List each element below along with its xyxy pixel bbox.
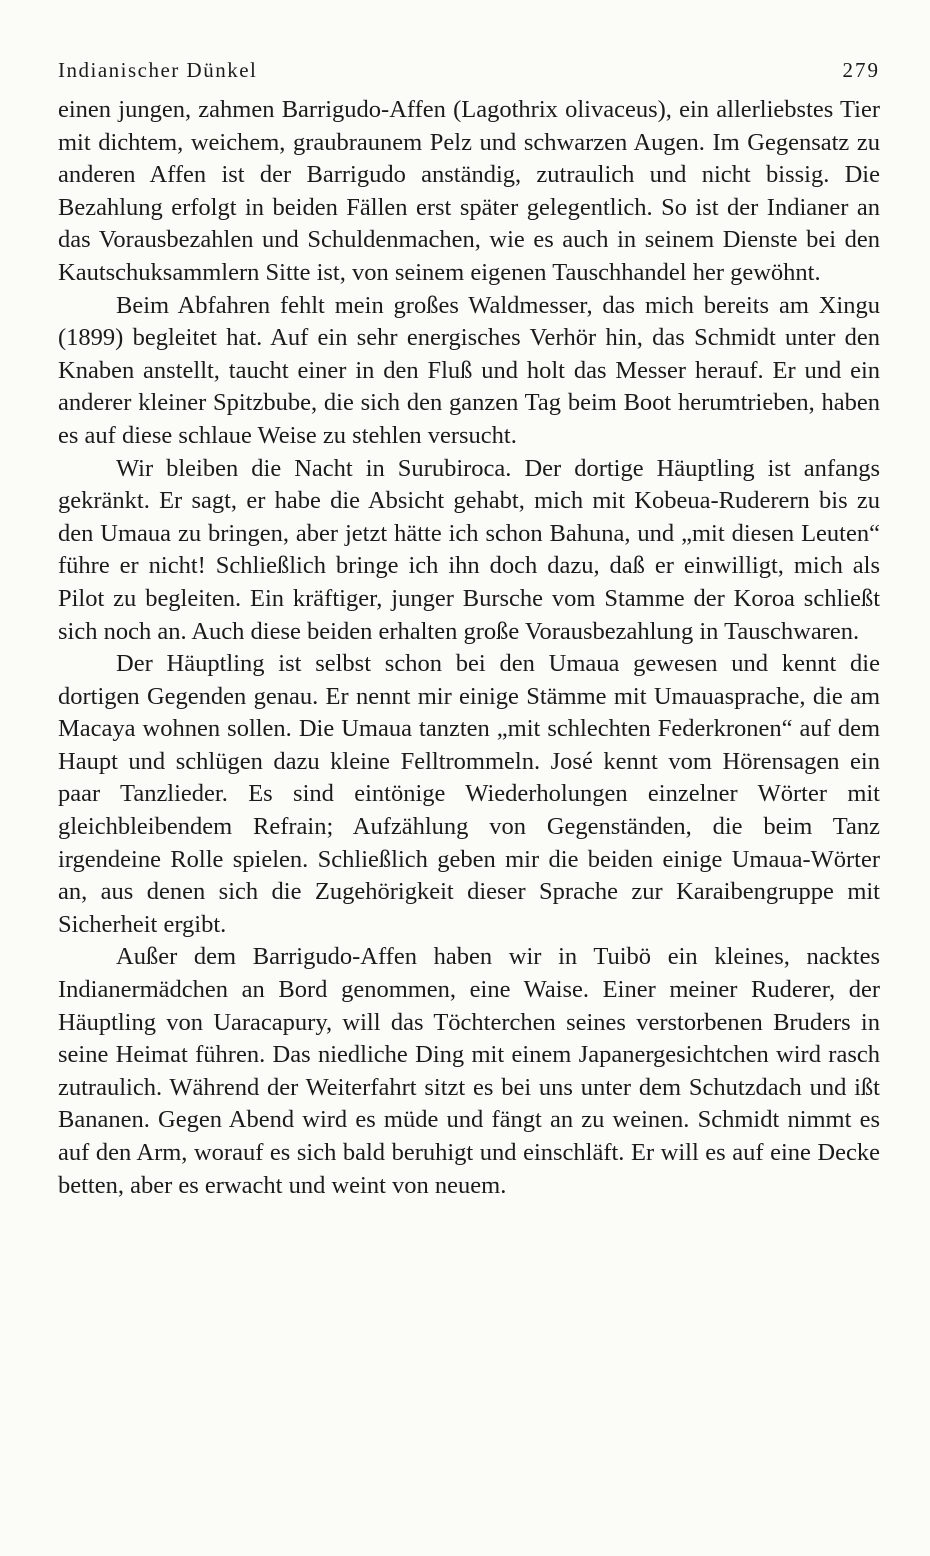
running-title: Indianischer Dünkel <box>58 58 258 82</box>
paragraph-1: einen jungen, zahmen Barrigudo-Affen (Lagothrix olivaceus), ein allerliebstes Tier mit dichtem, weichem, graubraunem Pelz und schwarzen Augen. Im Gegensatz zu anderen Affen ist der Barrigudo anständig, zutraulich und nicht bissig. Die Bezahlung erfolgt in beiden Fällen erst später gelegentlich. So ist der Indianer an das Vorausbezahlen und Schuldenmachen, wie es auch in seinem Dienste bei den Kautschuksammlern Sitte ist, von seinem eigenen Tauschhandel her gewöhnt. <box>58 96 880 286</box>
paragraph-4: Der Häuptling ist selbst schon bei den Umaua gewesen und kennt die dortigen Gegenden genau. Er nennt mir einige Stämme mit Umauasprache, die am Macaya wohnen sollen. Die Umaua tanzten „mit schlechten Federkronen“ auf dem Haupt und schlügen dazu kleine Felltrommeln. José kennt vom Hörensagen ein paar Tanzlieder. Es sind eintönige Wiederholungen einzelner Wörter mit gleichbleibendem Refrain; Aufzählung von Gegenständen, die beim Tanz irgendeine Rolle spielen. Schließlich geben mir die beiden einige Umaua-Wörter an, aus denen sich die Zugehörigkeit dieser Sprache zur Karaibengruppe mit Sicherheit ergibt. <box>58 650 880 938</box>
page-number: 279 <box>842 58 880 82</box>
book-page <box>58 58 880 1202</box>
body-text <box>58 94 880 1202</box>
paragraph-5: Außer dem Barrigudo-Affen haben wir in Tuibö ein kleines, nacktes Indianermädchen an Bord genommen, eine Waise. Einer meiner Ruderer, der Häuptling von Uaracapury, will das Töchterchen seines verstorbenen Bruders in seine Heimat führen. Das niedliche Ding mit einem Japanergesichtchen wird rasch zutraulich. Während der Weiterfahrt sitzt es bei uns unter dem Schutzdach und ißt Bananen. Gegen Abend wird es müde und fängt an zu weinen. Schmidt nimmt es auf den Arm, worauf es sich bald beruhigt und einschläft. Er will es auf eine Decke betten, aber es erwacht und weint von neuem. <box>58 943 880 1199</box>
paragraph-2: Beim Abfahren fehlt mein großes Waldmesser, das mich bereits am Xingu (1899) begleitet hat. Auf ein sehr energisches Verhör hin, das Schmidt unter den Knaben anstellt, taucht einer in den Fluß und holt das Messer herauf. Er und ein anderer kleiner Spitzbube, die sich den ganzen Tag beim Boot herumtrieben, haben es auf diese schlaue Weise zu stehlen versucht. <box>58 291 880 449</box>
running-header <box>58 58 880 94</box>
paragraph-3: Wir bleiben die Nacht in Surubiroca. Der dortige Häuptling ist anfangs gekränkt. Er sagt, er habe die Absicht gehabt, mich mit Kobeua-Ruderern bis zu den Umaua zu bringen, aber jetzt hätte ich schon Bahuna, und „mit diesen Leuten“ führe er nicht! Schließlich bringe ich ihn doch dazu, daß er einwilligt, mich als Pilot zu begleiten. Ein kräftiger, junger Bursche vom Stamme der Koroa schließt sich noch an. Auch diese beiden erhalten große Vorausbezahlung in Tauschwaren. <box>58 454 880 645</box>
